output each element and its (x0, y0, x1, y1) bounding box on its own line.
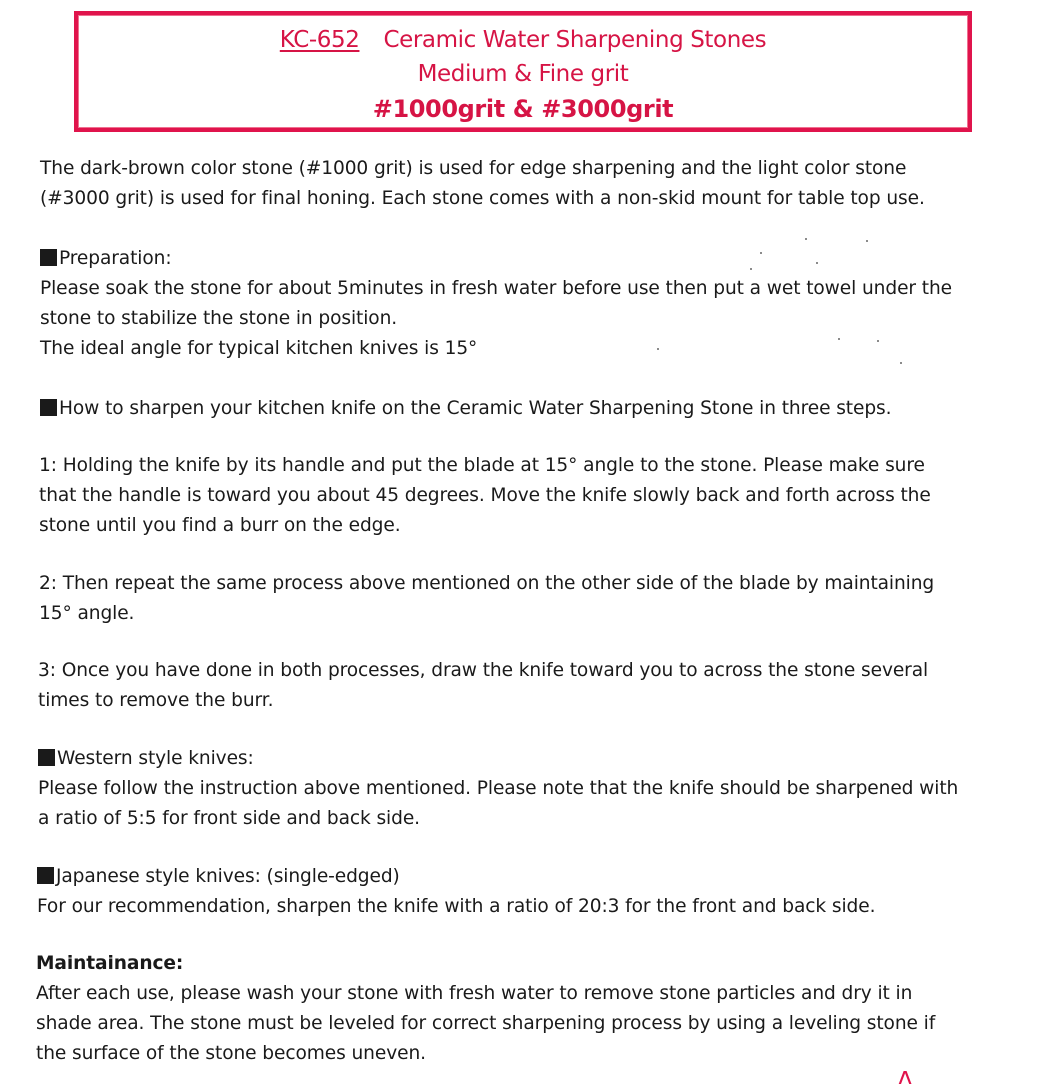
text-line: 3: Once you have done in both processes, draw the knife toward you to across the stone several (38, 660, 929, 681)
step-3 (38, 656, 928, 716)
scan-speck (657, 348, 659, 350)
heading-text: Western style knives: (57, 748, 254, 769)
maintenance-section (36, 949, 935, 1069)
grit-description: Medium & Fine grit (417, 61, 629, 87)
scan-speck (760, 252, 762, 254)
bullet-square-icon (38, 749, 55, 766)
text-line: a ratio of 5:5 for front side and back side. (38, 808, 420, 829)
heading-text: Japanese style knives: (single-edged) (56, 866, 400, 887)
text-line: 1: Holding the knife by its handle and put the blade at 15° angle to the stone. Please make sure (39, 455, 925, 476)
text-line: The ideal angle for typical kitchen knives is 15° (40, 338, 478, 359)
howto-section (40, 394, 891, 424)
text-line: stone to stabilize the stone in position. (40, 308, 398, 329)
product-name: Ceramic Water Sharpening Stones (383, 27, 767, 53)
logo-mark-icon: ʌ (898, 1062, 913, 1090)
text-line: shade area. The stone must be leveled for correct sharpening process by using a leveling stone if (36, 1013, 936, 1034)
title-box (74, 11, 972, 132)
text-line: 15° angle. (39, 603, 135, 624)
scan-speck (805, 238, 807, 240)
scan-speck (750, 268, 752, 270)
text-line: The dark-brown color stone (#1000 grit) is used for edge sharpening and the light color stone (40, 158, 907, 179)
scan-speck (838, 338, 840, 340)
scan-speck (866, 240, 868, 242)
heading-text: Preparation: (59, 248, 172, 269)
western-section (38, 744, 958, 834)
scan-speck (816, 262, 818, 264)
text-line: (#3000 grit) is used for final honing. Each stone comes with a non-skid mount for table top use. (40, 188, 925, 209)
model-number: KC-652 (279, 27, 360, 53)
text-line: After each use, please wash your stone with fresh water to remove stone particles and dry it in (36, 983, 913, 1004)
grit-numbers: #1000grit & #3000grit (372, 95, 674, 123)
heading-text: How to sharpen your kitchen knife on the Ceramic Water Sharpening Stone in three steps. (59, 398, 892, 419)
text-line: For our recommendation, sharpen the knife with a ratio of 20:3 for the front and back side. (37, 896, 876, 917)
section-heading (38, 744, 958, 774)
section-heading (37, 862, 875, 892)
scan-speck (877, 340, 879, 342)
title-line (78, 27, 968, 53)
section-heading (40, 244, 952, 274)
text-line: the surface of the stone becomes uneven. (36, 1043, 426, 1064)
section-heading: Maintainance: (36, 953, 184, 974)
intro-paragraph (40, 154, 925, 214)
step-2 (39, 569, 934, 629)
bullet-square-icon (40, 249, 57, 266)
section-heading (40, 394, 891, 424)
bullet-square-icon (37, 867, 54, 884)
text-line: times to remove the burr. (38, 690, 274, 711)
text-line: that the handle is toward you about 45 degrees. Move the knife slowly back and forth across the (39, 485, 931, 506)
japanese-section (37, 862, 875, 922)
text-line: 2: Then repeat the same process above mentioned on the other side of the blade by maintaining (39, 573, 935, 594)
text-line: stone until you find a burr on the edge. (39, 515, 401, 536)
bullet-square-icon (40, 399, 57, 416)
text-line: Please follow the instruction above mentioned. Please note that the knife should be sharpened with (38, 778, 959, 799)
scan-speck (900, 362, 902, 364)
text-line: Please soak the stone for about 5minutes in fresh water before use then put a wet towel under the (40, 278, 952, 299)
step-1 (39, 451, 931, 541)
